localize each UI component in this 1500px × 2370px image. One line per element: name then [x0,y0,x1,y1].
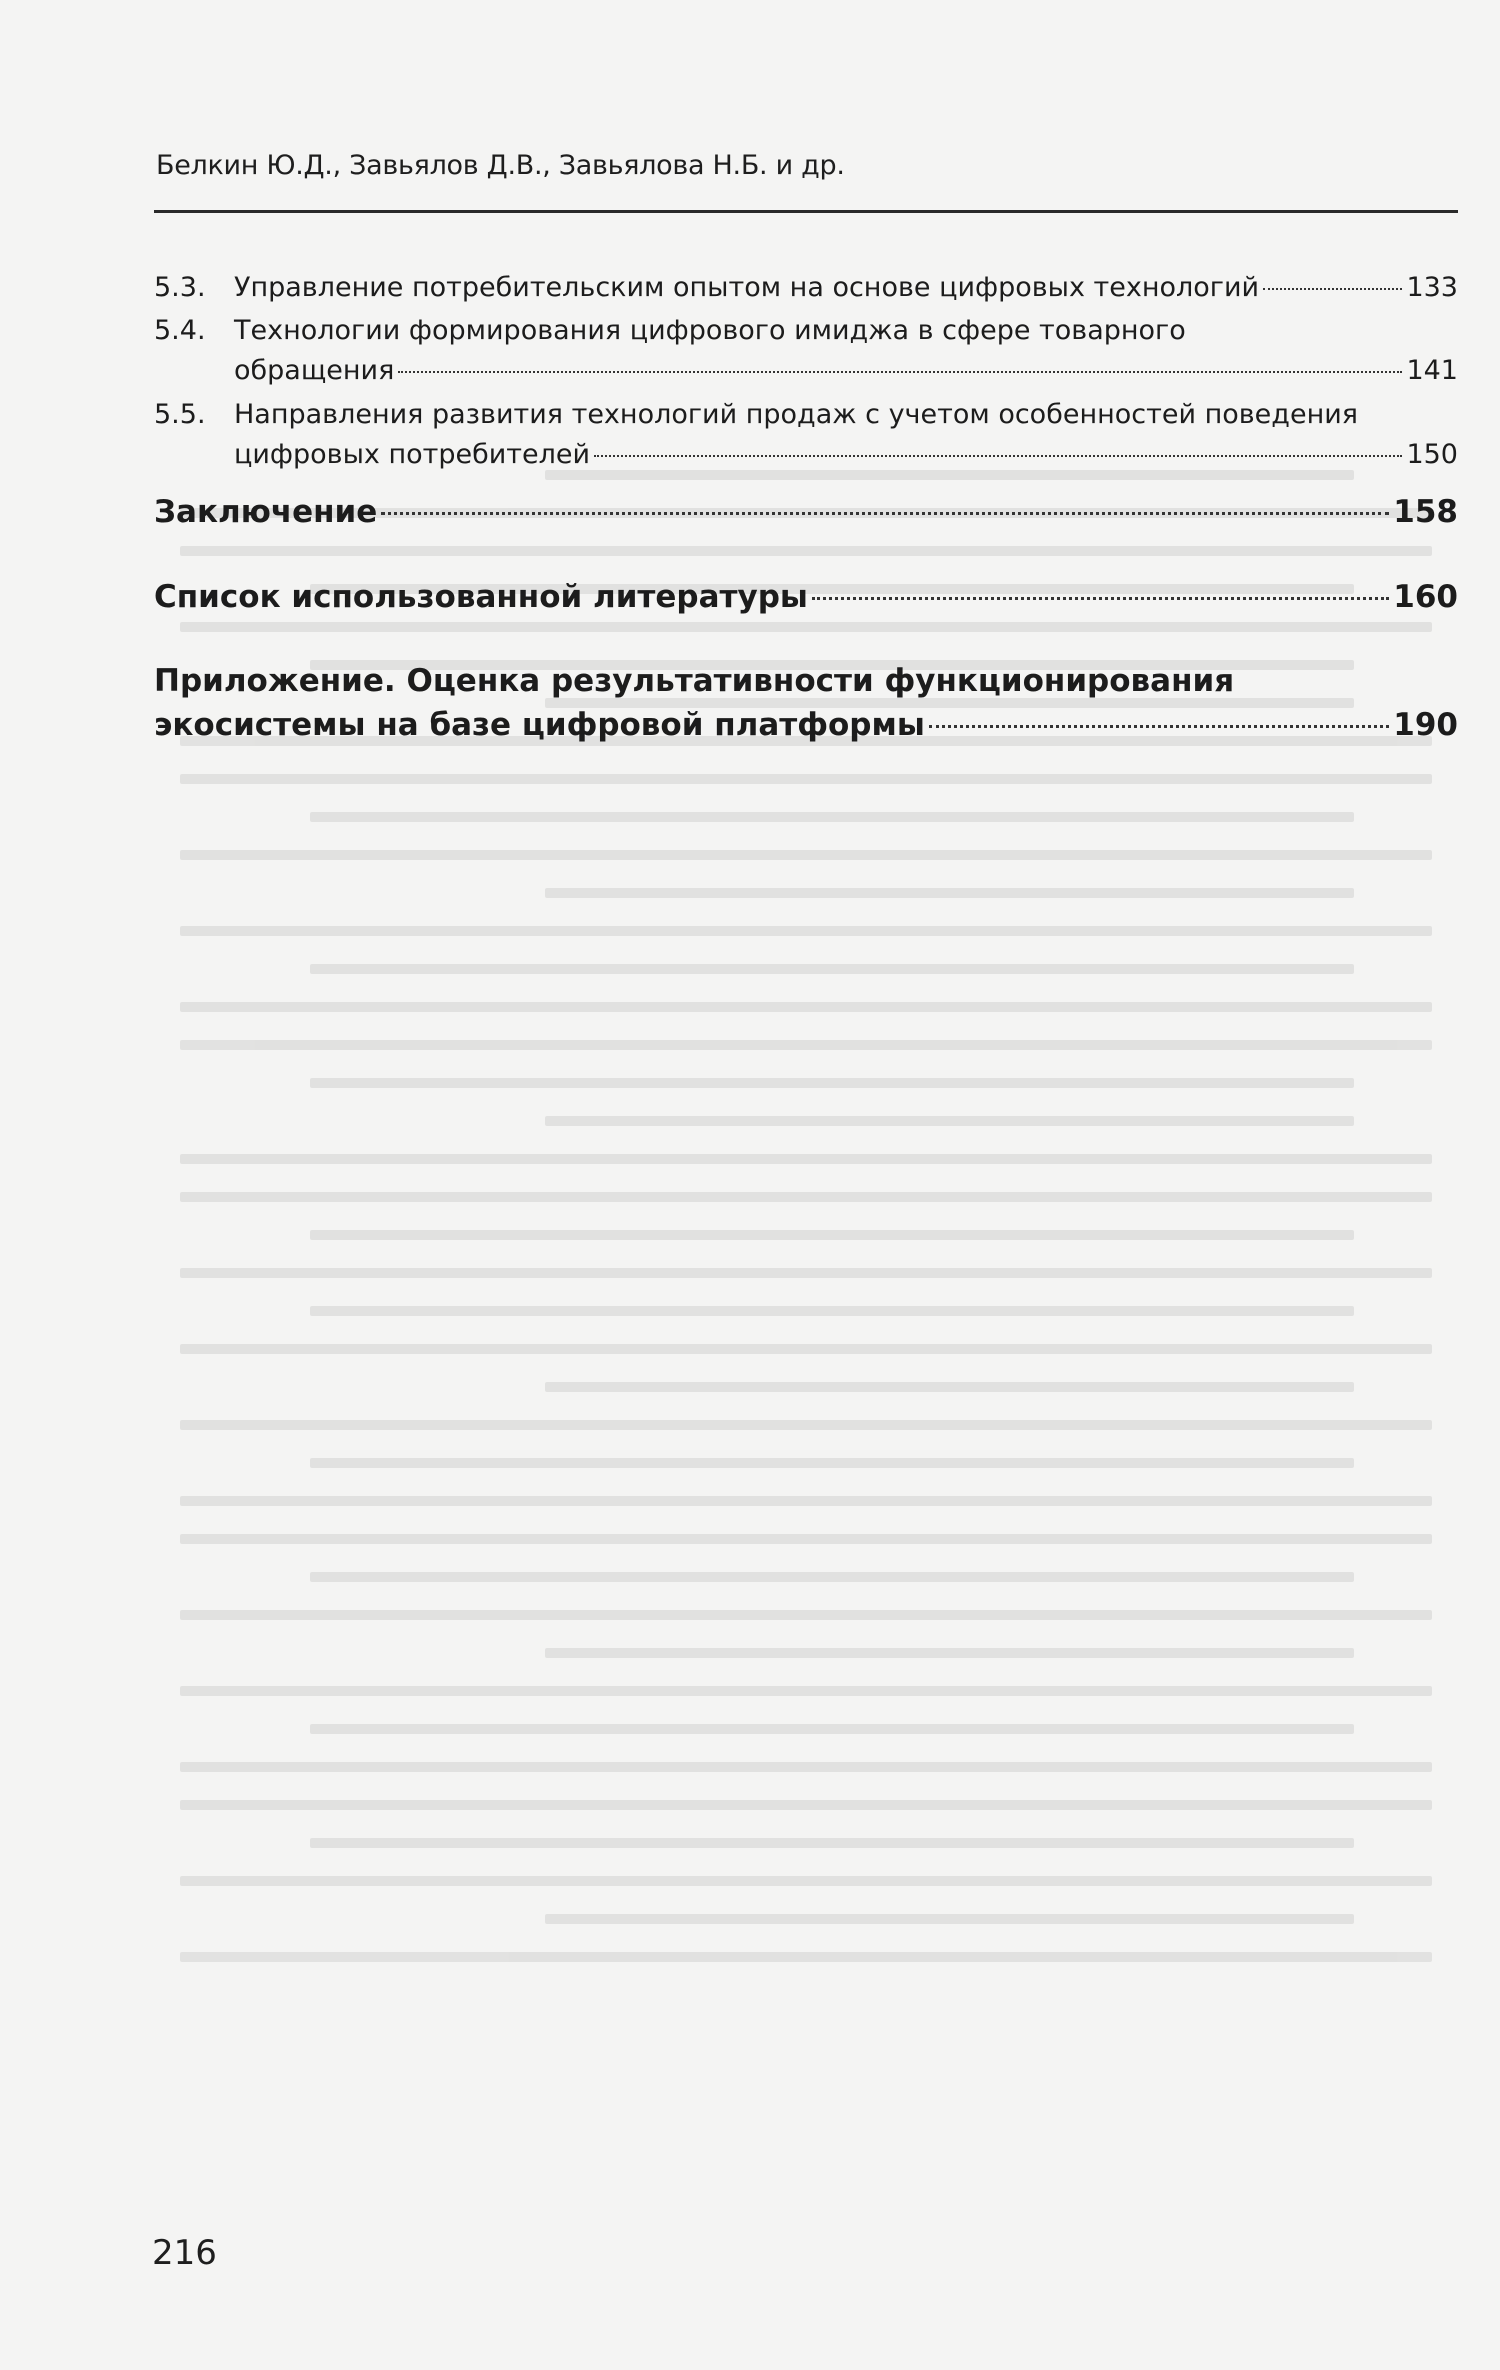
toc-entry-page: 190 [1393,707,1458,743]
toc-entry-conclusion[interactable] [154,490,1458,534]
toc-entry-references[interactable] [154,575,1458,619]
toc-entry-title: Направления развития технологий продаж с учетом особенностей поведения [234,399,1359,430]
toc-entry-number: 5.5. [154,399,206,430]
toc-entry-5-5[interactable] [154,395,1458,475]
page-number: 216 [152,2233,217,2273]
dot-leader [398,371,1402,373]
toc-entry-page: 141 [1406,355,1458,386]
toc-entry-5-4[interactable] [154,311,1458,391]
toc-entry-title-continued: цифровых потребителей [234,439,591,470]
toc-entry-page: 150 [1406,439,1458,470]
dot-leader [929,725,1389,728]
toc-entry-title-continued: экосистемы на базе цифровой платформы [154,707,925,743]
dot-leader [1263,288,1402,290]
toc-entry-title: Список использованной литературы [154,579,808,615]
toc-entry-title: Приложение. Оценка результативности функционирования [154,663,1235,699]
toc-entry-number: 5.3. [154,272,206,303]
toc-entry-number: 5.4. [154,315,206,346]
dot-leader [381,512,1389,515]
dot-leader [594,455,1402,457]
toc-entry-title-continued: обращения [234,355,395,386]
running-header-authors: Белкин Ю.Д., Завьялов Д.В., Завьялова Н.Б. и др. [156,150,845,181]
toc-entry-appendix[interactable] [154,659,1458,747]
header-rule [154,210,1458,213]
toc-entry-title: Управление потребительским опытом на основе цифровых технологий [234,272,1260,303]
toc-entry-page: 133 [1406,272,1458,303]
toc-entry-title: Технологии формирования цифрового имиджа в сфере товарного [234,315,1186,346]
dot-leader [812,597,1389,600]
table-of-contents [154,268,1458,747]
toc-entry-page: 158 [1393,494,1458,530]
toc-entry-title: Заключение [154,494,378,530]
toc-entry-5-3[interactable] [154,268,1458,308]
toc-entry-page: 160 [1393,579,1458,615]
